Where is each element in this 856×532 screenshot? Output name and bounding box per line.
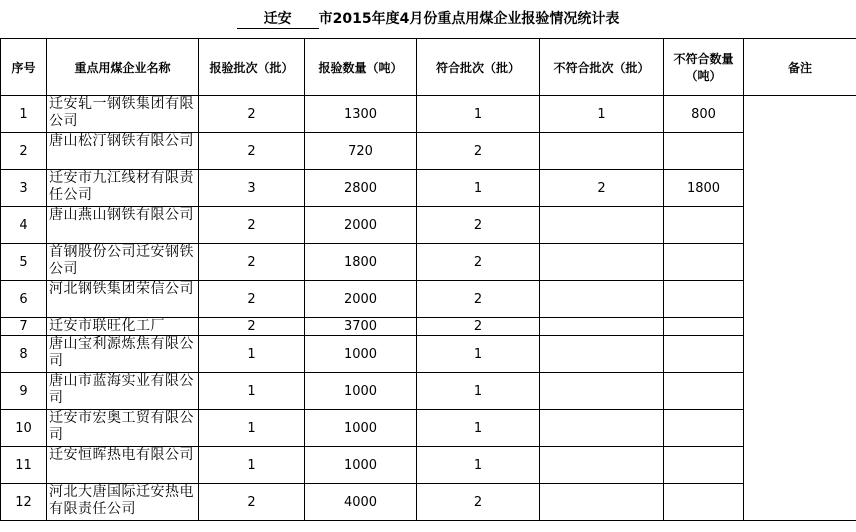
table-row bbox=[1, 318, 856, 336]
cell-seq: 1 bbox=[1, 96, 47, 133]
cell-seq: 7 bbox=[1, 318, 47, 336]
cell-fail-batches bbox=[540, 281, 664, 318]
cell-company: 迁安市宏奥工贸有限公司 bbox=[47, 410, 199, 447]
cell-seq: 4 bbox=[1, 207, 47, 244]
cell-fail-quantity bbox=[664, 207, 744, 244]
cell-batches: 2 bbox=[199, 281, 305, 318]
title-text: 市2015年度4月份重点用煤企业报验情况统计表 bbox=[318, 11, 620, 27]
cell-batches: 2 bbox=[199, 318, 305, 336]
cell-company: 迁安市九江线材有限责任公司 bbox=[47, 170, 199, 207]
cell-company: 迁安市联旺化工厂 bbox=[47, 318, 199, 336]
table-row bbox=[1, 281, 856, 318]
cell-pass-batches: 2 bbox=[417, 207, 540, 244]
cell-fail-batches bbox=[540, 373, 664, 410]
table-row bbox=[1, 373, 856, 410]
cell-batches: 1 bbox=[199, 336, 305, 373]
cell-seq: 10 bbox=[1, 410, 47, 447]
cell-batches: 2 bbox=[199, 484, 305, 521]
cell-batches: 2 bbox=[199, 244, 305, 281]
cell-seq: 3 bbox=[1, 170, 47, 207]
cell-quantity: 1800 bbox=[305, 244, 417, 281]
table-row bbox=[1, 447, 856, 484]
cell-pass-batches: 2 bbox=[417, 484, 540, 521]
cell-pass-batches: 2 bbox=[417, 318, 540, 336]
cell-pass-batches: 2 bbox=[417, 133, 540, 170]
header-seq: 序号 bbox=[1, 39, 47, 96]
cell-quantity: 1000 bbox=[305, 373, 417, 410]
table-row bbox=[1, 484, 856, 521]
cell-seq: 9 bbox=[1, 373, 47, 410]
table-row bbox=[1, 133, 856, 170]
cell-batches: 1 bbox=[199, 373, 305, 410]
cell-fail-quantity bbox=[664, 484, 744, 521]
region-name: 迁安 bbox=[237, 10, 319, 29]
cell-fail-quantity bbox=[664, 244, 744, 281]
cell-quantity: 2800 bbox=[305, 170, 417, 207]
cell-fail-batches bbox=[540, 207, 664, 244]
cell-fail-quantity bbox=[664, 447, 744, 484]
cell-pass-batches: 1 bbox=[417, 170, 540, 207]
cell-remarks bbox=[744, 96, 856, 521]
table-row bbox=[1, 410, 856, 447]
report-title bbox=[0, 0, 856, 38]
header-fail-quantity: 不符合数量（吨） bbox=[664, 39, 744, 96]
cell-fail-batches bbox=[540, 336, 664, 373]
cell-pass-batches: 1 bbox=[417, 410, 540, 447]
header-row bbox=[1, 39, 856, 96]
cell-pass-batches: 2 bbox=[417, 281, 540, 318]
cell-fail-quantity bbox=[664, 318, 744, 336]
table-row bbox=[1, 336, 856, 373]
cell-seq: 11 bbox=[1, 447, 47, 484]
cell-fail-batches bbox=[540, 484, 664, 521]
cell-seq: 5 bbox=[1, 244, 47, 281]
cell-fail-batches bbox=[540, 447, 664, 484]
table-row bbox=[1, 207, 856, 244]
cell-pass-batches: 2 bbox=[417, 244, 540, 281]
cell-fail-quantity bbox=[664, 281, 744, 318]
cell-company: 唐山燕山钢铁有限公司 bbox=[47, 207, 199, 244]
coal-inspection-table bbox=[0, 38, 856, 521]
cell-fail-batches bbox=[540, 244, 664, 281]
header-batches: 报验批次（批） bbox=[199, 39, 305, 96]
cell-fail-batches: 1 bbox=[540, 96, 664, 133]
cell-fail-quantity bbox=[664, 373, 744, 410]
cell-seq: 8 bbox=[1, 336, 47, 373]
cell-pass-batches: 1 bbox=[417, 373, 540, 410]
cell-pass-batches: 1 bbox=[417, 96, 540, 133]
cell-company: 唐山市蓝海实业有限公司 bbox=[47, 373, 199, 410]
cell-fail-batches bbox=[540, 133, 664, 170]
cell-quantity: 720 bbox=[305, 133, 417, 170]
header-remarks: 备注 bbox=[744, 39, 856, 96]
cell-company: 唐山宝利源炼焦有限公司 bbox=[47, 336, 199, 373]
table-row bbox=[1, 96, 856, 133]
cell-seq: 2 bbox=[1, 133, 47, 170]
cell-seq: 6 bbox=[1, 281, 47, 318]
cell-fail-quantity bbox=[664, 133, 744, 170]
cell-company: 迁安轧一钢铁集团有限公司 bbox=[47, 96, 199, 133]
cell-quantity: 1000 bbox=[305, 410, 417, 447]
cell-company: 河北大唐国际迁安热电有限责任公司 bbox=[47, 484, 199, 521]
header-pass-batches: 符合批次（批） bbox=[417, 39, 540, 96]
cell-quantity: 1300 bbox=[305, 96, 417, 133]
cell-quantity: 4000 bbox=[305, 484, 417, 521]
cell-quantity: 2000 bbox=[305, 207, 417, 244]
cell-fail-quantity: 1800 bbox=[664, 170, 744, 207]
cell-batches: 2 bbox=[199, 133, 305, 170]
cell-quantity: 1000 bbox=[305, 336, 417, 373]
cell-pass-batches: 1 bbox=[417, 447, 540, 484]
table-row bbox=[1, 244, 856, 281]
cell-fail-quantity bbox=[664, 336, 744, 373]
cell-fail-batches bbox=[540, 318, 664, 336]
header-fail-batches: 不符合批次（批） bbox=[540, 39, 664, 96]
cell-batches: 2 bbox=[199, 96, 305, 133]
header-company: 重点用煤企业名称 bbox=[47, 39, 199, 96]
cell-quantity: 3700 bbox=[305, 318, 417, 336]
cell-fail-batches bbox=[540, 410, 664, 447]
cell-company: 唐山松汀钢铁有限公司 bbox=[47, 133, 199, 170]
cell-company: 迁安恒晖热电有限公司 bbox=[47, 447, 199, 484]
cell-batches: 2 bbox=[199, 207, 305, 244]
cell-fail-quantity bbox=[664, 410, 744, 447]
cell-fail-batches: 2 bbox=[540, 170, 664, 207]
cell-company: 河北钢铁集团荣信公司 bbox=[47, 281, 199, 318]
cell-batches: 1 bbox=[199, 410, 305, 447]
cell-quantity: 1000 bbox=[305, 447, 417, 484]
header-quantity: 报验数量（吨） bbox=[305, 39, 417, 96]
cell-seq: 12 bbox=[1, 484, 47, 521]
cell-pass-batches: 1 bbox=[417, 336, 540, 373]
cell-company: 首钢股份公司迁安钢铁公司 bbox=[47, 244, 199, 281]
cell-batches: 1 bbox=[199, 447, 305, 484]
cell-fail-quantity: 800 bbox=[664, 96, 744, 133]
cell-quantity: 2000 bbox=[305, 281, 417, 318]
table-row bbox=[1, 170, 856, 207]
cell-batches: 3 bbox=[199, 170, 305, 207]
